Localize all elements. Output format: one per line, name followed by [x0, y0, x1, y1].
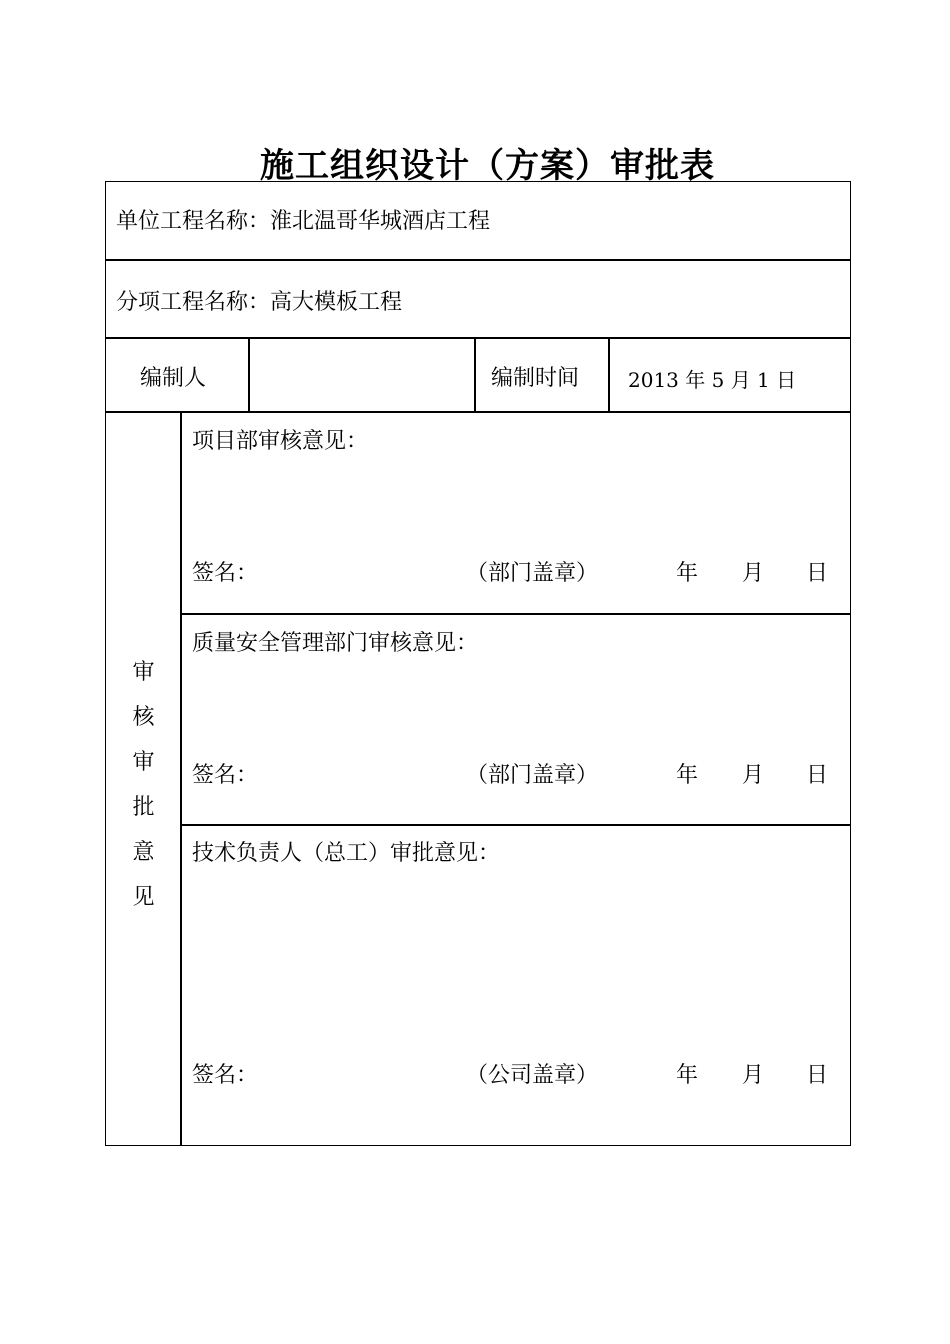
compiler-label: 编制人	[140, 366, 207, 391]
review-label-char: 批	[132, 795, 155, 820]
review-label-char: 见	[132, 885, 155, 910]
review-label-char: 审	[132, 750, 155, 775]
column-divider	[248, 337, 250, 411]
seal-label: （公司盖章）	[466, 1063, 599, 1088]
row-divider	[106, 411, 850, 413]
seal-label: （部门盖章）	[466, 763, 599, 788]
year-label: 年	[676, 561, 699, 586]
section-heading-project-dept: 项目部审核意见：	[192, 429, 369, 454]
row-divider	[106, 259, 850, 261]
sign-label: 签名：	[192, 1063, 259, 1088]
sub-project-name: 分项工程名称：高大模板工程	[116, 290, 403, 315]
column-divider	[608, 337, 610, 411]
day-label: 日	[806, 561, 829, 586]
day-label: 日	[806, 1063, 829, 1088]
month-label: 月	[742, 1063, 765, 1088]
day-label: 日	[806, 763, 829, 788]
month-label: 月	[742, 763, 765, 788]
section-divider	[180, 613, 850, 615]
compile-time-value: 2013 年 5 月 1 日	[628, 368, 797, 392]
review-label-char: 意	[132, 840, 155, 865]
review-label-char: 核	[132, 705, 155, 730]
section-heading-quality-safety: 质量安全管理部门审核意见：	[192, 631, 479, 656]
seal-label: （部门盖章）	[466, 561, 599, 586]
sign-label: 签名：	[192, 561, 259, 586]
compile-time-label: 编制时间	[491, 366, 580, 391]
section-divider	[180, 824, 850, 826]
section-heading-technical-lead: 技术负责人（总工）审批意见：	[192, 841, 501, 866]
year-label: 年	[676, 763, 699, 788]
row-divider	[106, 337, 850, 339]
sign-label: 签名：	[192, 763, 259, 788]
month-label: 月	[742, 561, 765, 586]
column-divider	[474, 337, 476, 411]
year-label: 年	[676, 1063, 699, 1088]
page-title: 施工组织设计（方案）审批表	[260, 146, 715, 186]
unit-project-name: 单位工程名称：淮北温哥华城酒店工程	[116, 209, 491, 234]
review-approval-label	[106, 650, 181, 920]
approval-form-table	[105, 181, 851, 1146]
review-label-char: 审	[132, 660, 155, 685]
